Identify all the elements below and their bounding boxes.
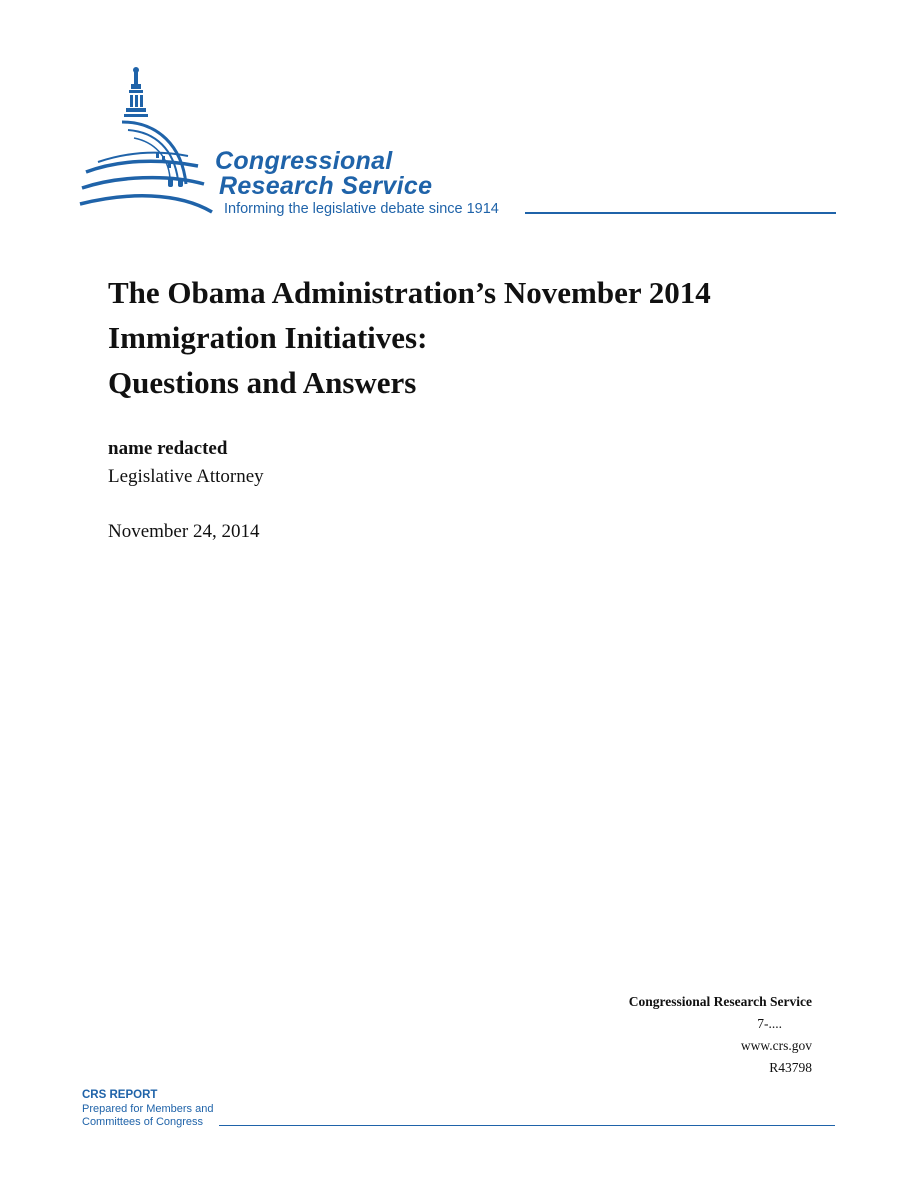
capitol-dome-icon [78,66,218,218]
footer-line-2: Committees of Congress [82,1116,204,1128]
order-code: 7-.... [757,1016,782,1031]
crs-logo [78,66,838,226]
publisher-name: Congressional Research Service [628,994,812,1009]
title-line-1: The Obama Administration’s November 2014 [108,275,711,310]
tagline: Informing the legislative debate since 1914 [224,201,499,217]
footer-divider [219,1125,835,1126]
report-title [108,270,848,405]
footer-title: CRS REPORT [82,1089,158,1101]
publisher-info [629,991,812,1079]
report-date: November 24, 2014 [108,521,260,542]
title-line-3: Questions and Answers [108,365,417,400]
report-number: R43798 [769,1060,812,1075]
footer [82,1089,213,1130]
tagline-divider [525,212,836,214]
org-name-line-1: Congressional [215,147,393,175]
website-link[interactable]: www.crs.gov [740,1038,812,1053]
author-role: Legislative Attorney [108,466,264,487]
author-name: name redacted [108,438,228,459]
org-name-line-2: Research Service [219,172,433,200]
title-line-2: Immigration Initiatives: [108,320,428,355]
footer-line-1: Prepared for Members and [82,1102,214,1115]
